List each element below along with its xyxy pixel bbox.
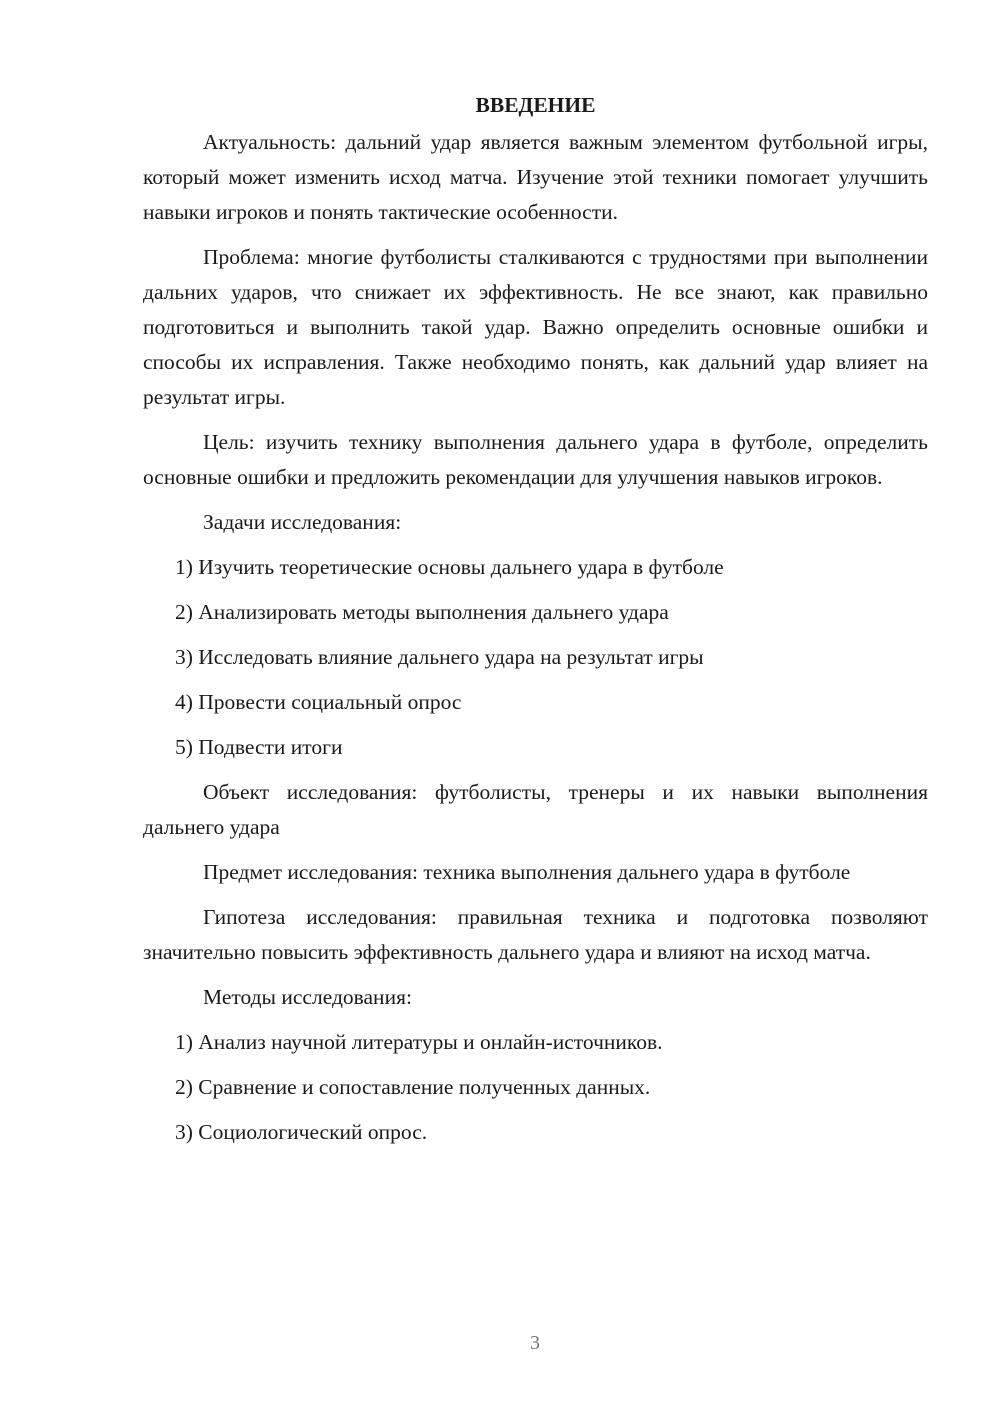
method-item: 3) Социологический опрос. xyxy=(175,1120,428,1144)
methods-heading: Методы исследования: xyxy=(203,985,412,1009)
task-item: 4) Провести социальный опрос xyxy=(175,690,462,714)
document-page xyxy=(143,88,928,1160)
tasks-heading: Задачи исследования: xyxy=(203,510,402,534)
method-item: 1) Анализ научной литературы и онлайн-источников. xyxy=(175,1030,663,1054)
task-item: 1) Изучить теоретические основы дальнего удара в футболе xyxy=(175,555,724,579)
method-item: 2) Сравнение и сопоставление полученных данных. xyxy=(175,1075,651,1099)
subject-paragraph: Предмет исследования: техника выполнения дальнего удара в футболе xyxy=(203,860,851,884)
task-item: 5) Подвести итоги xyxy=(175,735,343,759)
section-title: ВВЕДЕНИЕ xyxy=(475,93,596,117)
hypothesis-paragraph: Гипотеза исследования: правильная техника и подготовка позволяют значительно повысить эффективность дальнего удара и влияют на исход матча. xyxy=(143,905,928,964)
goal-paragraph: Цель: изучить технику выполнения дальнего удара в футболе, определить основные ошибки и предложить рекомендации для улучшения навыков игроков. xyxy=(143,430,928,489)
page-number: 3 xyxy=(530,1332,540,1354)
relevance-paragraph: Актуальность: дальний удар является важным элементом футбольной игры, который может изменить исход матча. Изучение этой техники помогает улучшить навыки игроков и понять тактические особенности. xyxy=(143,130,928,224)
object-paragraph: Объект исследования: футболисты, тренеры и их навыки выполнения дальнего удара xyxy=(143,780,928,839)
task-item: 2) Анализировать методы выполнения дальнего удара xyxy=(175,600,669,624)
task-item: 3) Исследовать влияние дальнего удара на результат игры xyxy=(175,645,704,669)
problem-paragraph: Проблема: многие футболисты сталкиваются с трудностями при выполнении дальних ударов, что снижает их эффективность. Не все знают, как правильно подготовиться и выполнить такой удар. Важно определить основные ошибки и способы их исправления. Также необходимо понять, как дальний удар влияет на результат игры. xyxy=(143,245,928,409)
